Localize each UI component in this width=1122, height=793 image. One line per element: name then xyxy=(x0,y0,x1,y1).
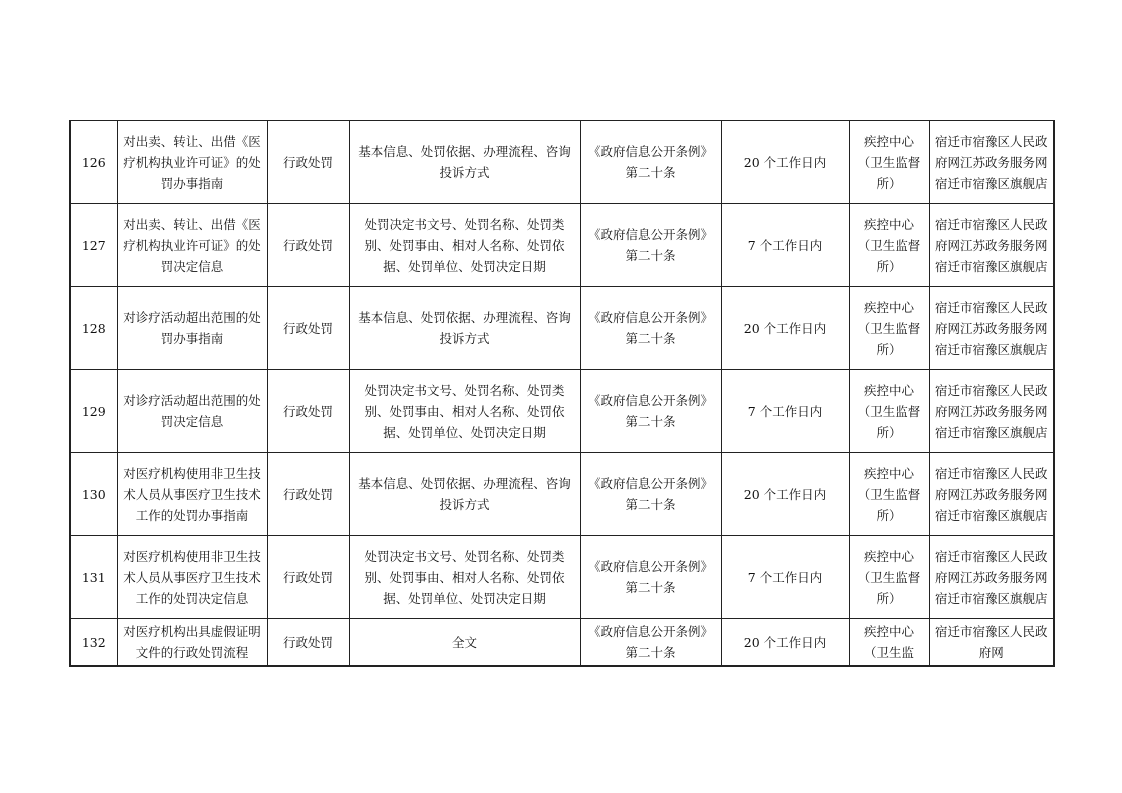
row-number: 127 xyxy=(70,204,117,287)
category: 行政处罚 xyxy=(267,370,349,453)
disclosure-channel: 宿迁市宿豫区人民政府网江苏政务服务网宿迁市宿豫区旗舰店 xyxy=(929,121,1054,204)
legal-basis: 《政府信息公开条例》第二十条 xyxy=(580,453,721,536)
responsible-unit: 疾控中心（卫生监督所） xyxy=(849,121,929,204)
row-number: 130 xyxy=(70,453,117,536)
item-name: 对医疗机构使用非卫生技术人员从事医疗卫生技术工作的处罚决定信息 xyxy=(117,536,267,619)
category: 行政处罚 xyxy=(267,453,349,536)
disclosure-content: 处罚决定书文号、处罚名称、处罚类别、处罚事由、相对人名称、处罚依据、处罚单位、处罚决定日期 xyxy=(349,536,580,619)
time-limit: 20 个工作日内 xyxy=(721,287,849,370)
time-limit: 20 个工作日内 xyxy=(721,619,849,667)
disclosure-channel: 宿迁市宿豫区人民政府网江苏政务服务网宿迁市宿豫区旗舰店 xyxy=(929,204,1054,287)
row-number: 131 xyxy=(70,536,117,619)
table-row xyxy=(70,370,1054,453)
item-name: 对医疗机构使用非卫生技术人员从事医疗卫生技术工作的处罚办事指南 xyxy=(117,453,267,536)
disclosure-content: 全文 xyxy=(349,619,580,667)
disclosure-content: 处罚决定书文号、处罚名称、处罚类别、处罚事由、相对人名称、处罚依据、处罚单位、处罚决定日期 xyxy=(349,204,580,287)
item-name: 对医疗机构出具虚假证明文件的行政处罚流程 xyxy=(117,619,267,667)
row-number: 132 xyxy=(70,619,117,667)
category: 行政处罚 xyxy=(267,121,349,204)
item-name: 对出卖、转让、出借《医疗机构执业许可证》的处罚决定信息 xyxy=(117,204,267,287)
time-limit: 7 个工作日内 xyxy=(721,536,849,619)
legal-basis: 《政府信息公开条例》第二十条 xyxy=(580,536,721,619)
item-name: 对出卖、转让、出借《医疗机构执业许可证》的处罚办事指南 xyxy=(117,121,267,204)
row-number: 128 xyxy=(70,287,117,370)
disclosure-content: 处罚决定书文号、处罚名称、处罚类别、处罚事由、相对人名称、处罚依据、处罚单位、处罚决定日期 xyxy=(349,370,580,453)
disclosure-content: 基本信息、处罚依据、办理流程、咨询投诉方式 xyxy=(349,287,580,370)
table-row xyxy=(70,619,1054,667)
responsible-unit: 疾控中心（卫生监督所） xyxy=(849,370,929,453)
time-limit: 20 个工作日内 xyxy=(721,121,849,204)
legal-basis: 《政府信息公开条例》第二十条 xyxy=(580,121,721,204)
responsible-unit: 疾控中心（卫生监督所） xyxy=(849,287,929,370)
table-row xyxy=(70,536,1054,619)
disclosure-content: 基本信息、处罚依据、办理流程、咨询投诉方式 xyxy=(349,121,580,204)
disclosure-table xyxy=(69,120,1055,667)
disclosure-channel: 宿迁市宿豫区人民政府网江苏政务服务网宿迁市宿豫区旗舰店 xyxy=(929,370,1054,453)
responsible-unit: 疾控中心（卫生监 xyxy=(849,619,929,667)
disclosure-content: 基本信息、处罚依据、办理流程、咨询投诉方式 xyxy=(349,453,580,536)
legal-basis: 《政府信息公开条例》第二十条 xyxy=(580,204,721,287)
category: 行政处罚 xyxy=(267,287,349,370)
item-name: 对诊疗活动超出范围的处罚决定信息 xyxy=(117,370,267,453)
responsible-unit: 疾控中心（卫生监督所） xyxy=(849,453,929,536)
disclosure-channel: 宿迁市宿豫区人民政府网江苏政务服务网宿迁市宿豫区旗舰店 xyxy=(929,536,1054,619)
responsible-unit: 疾控中心（卫生监督所） xyxy=(849,536,929,619)
time-limit: 7 个工作日内 xyxy=(721,204,849,287)
time-limit: 20 个工作日内 xyxy=(721,453,849,536)
category: 行政处罚 xyxy=(267,619,349,667)
category: 行政处罚 xyxy=(267,204,349,287)
table-row xyxy=(70,204,1054,287)
table-row xyxy=(70,121,1054,204)
legal-basis: 《政府信息公开条例》第二十条 xyxy=(580,287,721,370)
legal-basis: 《政府信息公开条例》第二十条 xyxy=(580,619,721,667)
row-number: 126 xyxy=(70,121,117,204)
time-limit: 7 个工作日内 xyxy=(721,370,849,453)
category: 行政处罚 xyxy=(267,536,349,619)
disclosure-channel: 宿迁市宿豫区人民政府网江苏政务服务网宿迁市宿豫区旗舰店 xyxy=(929,287,1054,370)
disclosure-channel: 宿迁市宿豫区人民政府网江苏政务服务网宿迁市宿豫区旗舰店 xyxy=(929,453,1054,536)
row-number: 129 xyxy=(70,370,117,453)
item-name: 对诊疗活动超出范围的处罚办事指南 xyxy=(117,287,267,370)
table-row xyxy=(70,453,1054,536)
disclosure-channel: 宿迁市宿豫区人民政府网 xyxy=(929,619,1054,667)
responsible-unit: 疾控中心（卫生监督所） xyxy=(849,204,929,287)
legal-basis: 《政府信息公开条例》第二十条 xyxy=(580,370,721,453)
table-row xyxy=(70,287,1054,370)
